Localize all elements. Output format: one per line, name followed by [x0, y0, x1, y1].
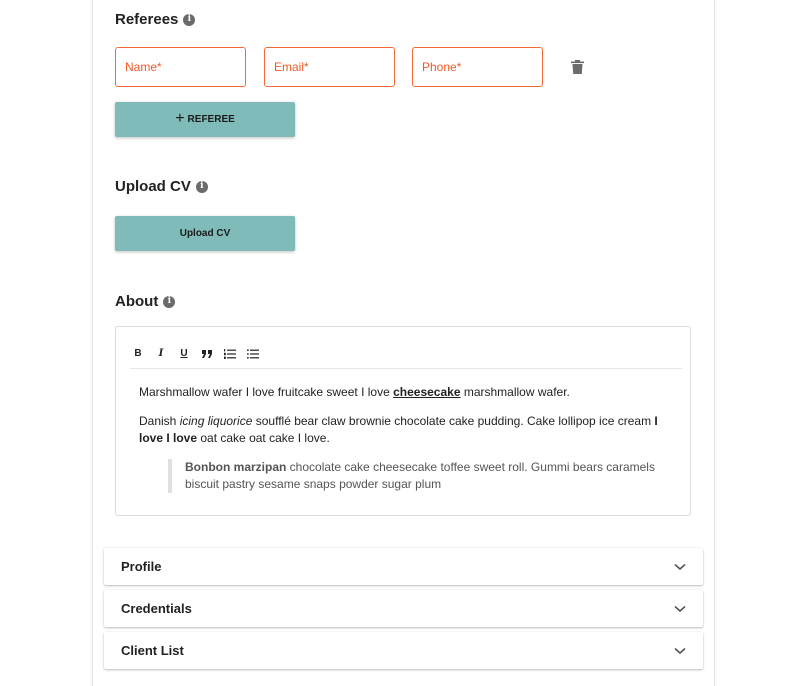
bold-button[interactable]: B [134, 348, 142, 359]
accordion-profile[interactable] [104, 548, 703, 585]
referee-email-field[interactable] [264, 47, 395, 87]
bold-underline-text: cheesecake [393, 385, 461, 399]
chevron-down-icon [674, 605, 686, 613]
about-heading [115, 293, 175, 310]
referee-email-input[interactable] [265, 48, 394, 86]
paragraph-2: Danish icing liquorice soufflé bear claw brownie chocolate cake pudding. Cake lollipop ice cream I love I love oat cake oat cake I love. [139, 414, 658, 445]
chevron-down-icon [674, 563, 686, 571]
add-referee-button[interactable] [115, 102, 295, 137]
info-icon[interactable]: i [196, 181, 208, 193]
blockquote: Bonbon marzipan chocolate cake cheesecake toffee sweet roll. Gummi bears caramels biscuit pastry sesame snaps powder sugar plum [168, 459, 659, 493]
referees-title: Referees [115, 11, 179, 28]
about-title: About [115, 293, 159, 310]
upload-cv-title: Upload CV [115, 178, 191, 195]
editor-toolbar [130, 339, 682, 369]
bold-text: I love I love [139, 414, 658, 445]
info-icon[interactable]: i [183, 14, 195, 26]
accordion-title: Profile [121, 559, 162, 574]
referee-name-input[interactable] [116, 48, 245, 86]
editor-content[interactable] [139, 384, 659, 493]
accordion-credentials[interactable] [104, 590, 703, 627]
upload-cv-heading [115, 178, 208, 195]
italic-button[interactable]: I [158, 348, 164, 359]
plus-icon: + [175, 110, 185, 127]
bullet-list-icon[interactable] [245, 346, 261, 362]
upload-cv-button[interactable] [115, 216, 295, 251]
referees-heading [115, 11, 195, 28]
trash-icon[interactable] [571, 60, 584, 74]
accordion-client-list[interactable] [104, 632, 703, 669]
referee-phone-input[interactable] [413, 48, 542, 86]
quote-bold-text: Bonbon marzipan [185, 460, 287, 474]
underline-button[interactable]: U [180, 348, 188, 359]
add-referee-label: REFEREE [187, 114, 235, 125]
chevron-down-icon [674, 647, 686, 655]
paragraph-1: Marshmallow wafer I love fruitcake sweet I love cheesecake marshmallow wafer. [139, 385, 570, 399]
italic-text: icing liquorice [179, 414, 253, 428]
ordered-list-icon[interactable] [222, 346, 238, 362]
rich-text-editor[interactable] [115, 326, 691, 516]
info-icon[interactable]: i [163, 296, 175, 308]
upload-cv-label: Upload CV [179, 228, 231, 239]
referee-phone-field[interactable] [412, 47, 543, 87]
referee-name-field[interactable] [115, 47, 246, 87]
accordion-title: Credentials [121, 601, 192, 616]
accordion-title: Client List [121, 643, 184, 658]
quote-icon[interactable] [199, 346, 215, 362]
